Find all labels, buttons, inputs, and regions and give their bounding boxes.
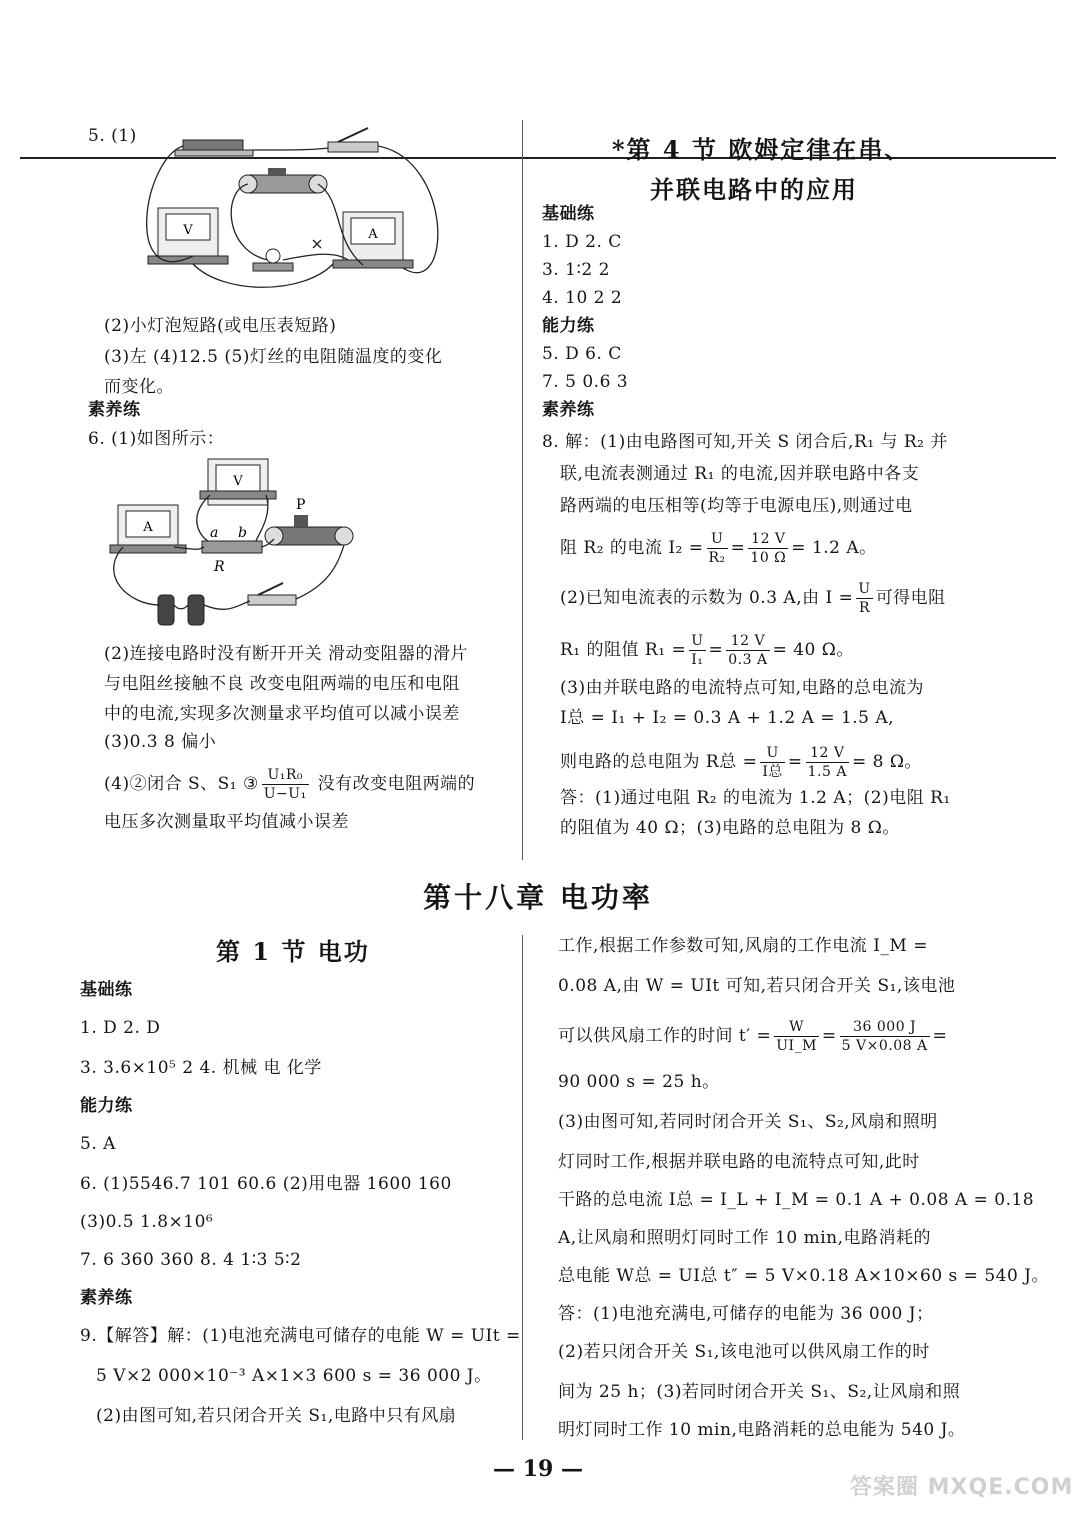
fig2-v-label: V bbox=[233, 474, 243, 489]
rb-line-7: 干路的总电流 I总 = I_L + I_M = 0.1 A + 0.08 A = 0.18 bbox=[558, 1190, 1035, 1210]
q6-4-frac-den: U−U₁ bbox=[263, 786, 307, 802]
q9-line-2: 5 V×2 000×10⁻³ A×1×3 600 s = 36 000 J。 bbox=[96, 1366, 492, 1386]
rb-3-f2-num: 36 000 J bbox=[840, 1018, 930, 1037]
fig2-r-label: R bbox=[214, 559, 225, 575]
rb-line-6: 灯同时工作,根据并联电路的电流特点可知,此时 bbox=[558, 1152, 920, 1172]
q8-eq-6: 则电路的总电阻为 R总 = $\frac{U}{\text{I总}}$ = $\frac{12 V}{1.5 A}$ = 8 Ω。 bbox=[560, 745, 922, 780]
rb-line-8: A,让风扇和照明灯同时工作 10 min,电路消耗的 bbox=[558, 1228, 932, 1248]
q6-4-prefix: (4)②闭合 S、S₁ ③ bbox=[104, 774, 259, 794]
rt-jichu-1: 1. D 2. C bbox=[542, 232, 622, 252]
q8-6-f2-den: 1.5 A bbox=[807, 764, 847, 780]
q6-4-suffix: 没有改变电阻两端的 bbox=[311, 774, 476, 794]
rt-jichu-2: 3. 1∶2 2 bbox=[542, 260, 610, 280]
q8-2-f-den: R bbox=[859, 600, 871, 616]
q8-2-prefix: (2)已知电流表的示数为 0.3 A,由 I = bbox=[560, 588, 854, 608]
rb-3-prefix: 可以供风扇工作的时间 t′ = bbox=[558, 1026, 772, 1046]
q6-line-1: (2)连接电路时没有断开开关 滑动变阻器的滑片 bbox=[104, 644, 468, 664]
q8-6-prefix: 则电路的总电阻为 R总 = bbox=[560, 752, 758, 772]
fig2-p-label: P bbox=[296, 497, 306, 513]
q8-3-suffix: = 40 Ω。 bbox=[772, 640, 854, 660]
rb-line-3: 可以供风扇工作的时间 t′ = $\frac{W}{UI\_M}$ = $\frac{36 000 J}{5 V\times 0.08 A}$ = bbox=[558, 1019, 948, 1054]
q8-line-5: I总 = I₁ + I₂ = 0.3 A + 1.2 A = 1.5 A, bbox=[560, 708, 895, 728]
q8-eq1-f2-den: 10 Ω bbox=[750, 550, 787, 566]
q6-line-3: 中的电流,实现多次测量求平均值可以减小误差 bbox=[104, 704, 460, 724]
rb-3-frac-2 bbox=[840, 1018, 930, 1055]
q6-line-4: (3)0.3 8 偏小 bbox=[104, 732, 217, 752]
rb-3-f2-den: 5 V×0.08 A bbox=[841, 1038, 928, 1054]
q8-3-f2-den: 0.3 A bbox=[728, 652, 768, 668]
section-jichu-lb: 基础练 bbox=[80, 980, 133, 1000]
q8-3-f1-den: I₁ bbox=[691, 652, 704, 668]
q8-eq-1: 阻 R₂ 的电流 I₂ = $\frac{U}{\text{R₂}}$ = $\frac{12 V}{10 \Omega}$ = 1.2 A。 bbox=[560, 531, 877, 566]
q5-head: 5. (1) bbox=[88, 126, 137, 146]
lb-nengli-2: 6. (1)5546.7 101 60.6 (2)用电器 1600 160 bbox=[80, 1174, 452, 1194]
lb-nengli-4: 7. 6 360 360 8. 4 1∶3 5∶2 bbox=[80, 1250, 302, 1270]
q8-line-2: 联,电流表测通过 R₁ 的电流,因并联电路中各支 bbox=[560, 464, 920, 484]
watermark-logo: 答案圈 MXQE.COM bbox=[850, 1475, 1074, 1500]
column-divider-top bbox=[522, 120, 523, 860]
section-jichu-rt: 基础练 bbox=[542, 204, 595, 224]
q8-line-7: 答：(1)通过电阻 R₂ 的电流为 1.2 A；(2)电阻 R₁ bbox=[560, 788, 951, 808]
q8-eq-3: R₁ 的阻值 R₁ = $\frac{U}{\text{I₁}}$ = $\frac{12 V}{0.3 A}$ = 40 Ω。 bbox=[560, 633, 854, 668]
q8-2-f-num: U bbox=[858, 581, 871, 597]
section-suyang-lb: 素养练 bbox=[80, 1288, 133, 1308]
q9-line-3: (2)由图可知,若只闭合开关 S₁,电路中只有风扇 bbox=[96, 1406, 457, 1426]
rb-3-f1-num: W bbox=[774, 1018, 819, 1037]
section-nengli-lb: 能力练 bbox=[80, 1096, 133, 1116]
rb-line-2: 0.08 A,由 W = UIt 可知,若只闭合开关 S₁,该电池 bbox=[558, 976, 956, 996]
rb-line-9: 总电能 W总 = UI总 t″ = 5 V×0.18 A×10×60 s = 540 J。 bbox=[558, 1266, 1049, 1286]
lb-jichu-1: 1. D 2. D bbox=[80, 1018, 161, 1038]
q8-eq1-f1-num: U bbox=[707, 530, 728, 549]
q6-last: 电压多次测量取平均值减小误差 bbox=[104, 812, 349, 832]
rb-line-13: 明灯同时工作 10 min,电路消耗的总电能为 540 J。 bbox=[558, 1420, 966, 1440]
page-number: — 19 — bbox=[493, 1456, 583, 1482]
q8-line-1: 8. 解：(1)由电路图可知,开关 S 闭合后,R₁ 与 R₂ 并 bbox=[542, 432, 948, 452]
q8-3-f1-num: U bbox=[691, 633, 704, 649]
q8-3-prefix: R₁ 的阻值 R₁ = bbox=[560, 640, 687, 660]
rb-line-1: 工作,根据工作参数可知,风扇的工作电流 I_M = bbox=[558, 936, 928, 956]
q8-eq1-f2-num: 12 V bbox=[748, 530, 788, 549]
q5-line-3: 而变化。 bbox=[104, 377, 174, 397]
rb-3-f1-den: UI_M bbox=[776, 1038, 817, 1054]
rt-nengli-1: 5. D 6. C bbox=[542, 344, 622, 364]
q5-line-1: (2)小灯泡短路(或电压表短路) bbox=[104, 316, 337, 336]
rb-line-10: 答：(1)电池充满电,可储存的电能为 36 000 J； bbox=[558, 1304, 934, 1324]
left-bottom-column bbox=[80, 0, 520, 1440]
fig2-a-point: a bbox=[210, 525, 219, 541]
rb-3-suffix: = bbox=[932, 1026, 948, 1046]
chapter-title: 第十八章 电功率 bbox=[423, 881, 653, 914]
q8-6-suffix: = 8 Ω。 bbox=[851, 752, 922, 772]
q8-3-f2-num: 12 V bbox=[726, 632, 769, 651]
section-suyang-rt: 素养练 bbox=[542, 400, 595, 420]
lb-nengli-3: (3)0.5 1.8×10⁶ bbox=[80, 1212, 214, 1232]
q8-line-8: 的阻值为 40 Ω；(3)电路的总电阻为 8 Ω。 bbox=[560, 818, 900, 838]
q5-line-2: (3)左 (4)12.5 (5)灯丝的电阻随温度的变化 bbox=[104, 347, 443, 367]
fig2-a-label: A bbox=[143, 520, 153, 535]
rb-line-5: (3)由图可知,若同时闭合开关 S₁、S₂,风扇和照明 bbox=[558, 1112, 938, 1132]
fig1-a-label: A bbox=[368, 227, 378, 242]
q8-eq1-f1-den: R₂ bbox=[708, 550, 726, 566]
section-nengli-rt: 能力练 bbox=[542, 316, 595, 336]
rt-nengli-2: 7. 5 0.6 3 bbox=[542, 372, 629, 392]
rt-jichu-3: 4. 10 2 2 bbox=[542, 288, 623, 308]
q6-head: 6. (1)如图所示： bbox=[88, 429, 225, 449]
section-4-title-line1: *第 4 节 欧姆定律在串、 bbox=[612, 135, 911, 164]
q6-4-frac-num: U₁R₀ bbox=[262, 766, 309, 785]
q8-eq1-suffix: = 1.2 A。 bbox=[791, 538, 877, 558]
fig2-b-point: b bbox=[238, 525, 247, 541]
q8-6-f1-den: I总 bbox=[762, 764, 783, 780]
q6-line-2: 与电阻丝接触不良 改变电阻两端的电压和电阻 bbox=[104, 674, 460, 694]
q8-2-suffix: 可得电阻 bbox=[875, 588, 946, 608]
q8-6-f1-num: U bbox=[760, 744, 785, 763]
section-4-title-line2: 并联电路中的应用 bbox=[650, 175, 858, 204]
q8-line-3: 路两端的电压相等(均等于电源电压),则通过电 bbox=[560, 496, 913, 516]
lb-nengli-1: 5. A bbox=[80, 1134, 116, 1154]
q8-eq1-prefix: 阻 R₂ 的电流 I₂ = bbox=[560, 538, 704, 558]
section-suyang-left-top: 素养练 bbox=[88, 400, 141, 420]
q9-line-1: 9.【解答】解：(1)电池充满电可储存的电能 W = UIt = bbox=[80, 1326, 521, 1346]
column-divider-bottom bbox=[522, 935, 523, 1440]
lb-jichu-2: 3. 3.6×10⁵ 2 4. 机械 电 化学 bbox=[80, 1058, 322, 1078]
q8-line-4: (3)由并联电路的电流特点可知,电路的总电流为 bbox=[560, 678, 924, 698]
q8-6-f2-num: 12 V bbox=[806, 744, 849, 763]
fig1-v-label: V bbox=[183, 223, 193, 238]
rb-line-12: 间为 25 h；(3)若同时闭合开关 S₁、S₂,让风扇和照 bbox=[558, 1382, 961, 1402]
rb-3-frac-1 bbox=[774, 1018, 819, 1055]
rb-line-4: 90 000 s = 25 h。 bbox=[558, 1072, 720, 1092]
right-bottom-column bbox=[558, 0, 1049, 1440]
rb-line-11: (2)若只闭合开关 S₁,该电池可以供风扇工作的时 bbox=[558, 1342, 930, 1362]
section-1-title: 第 1 节 电功 bbox=[216, 937, 370, 966]
